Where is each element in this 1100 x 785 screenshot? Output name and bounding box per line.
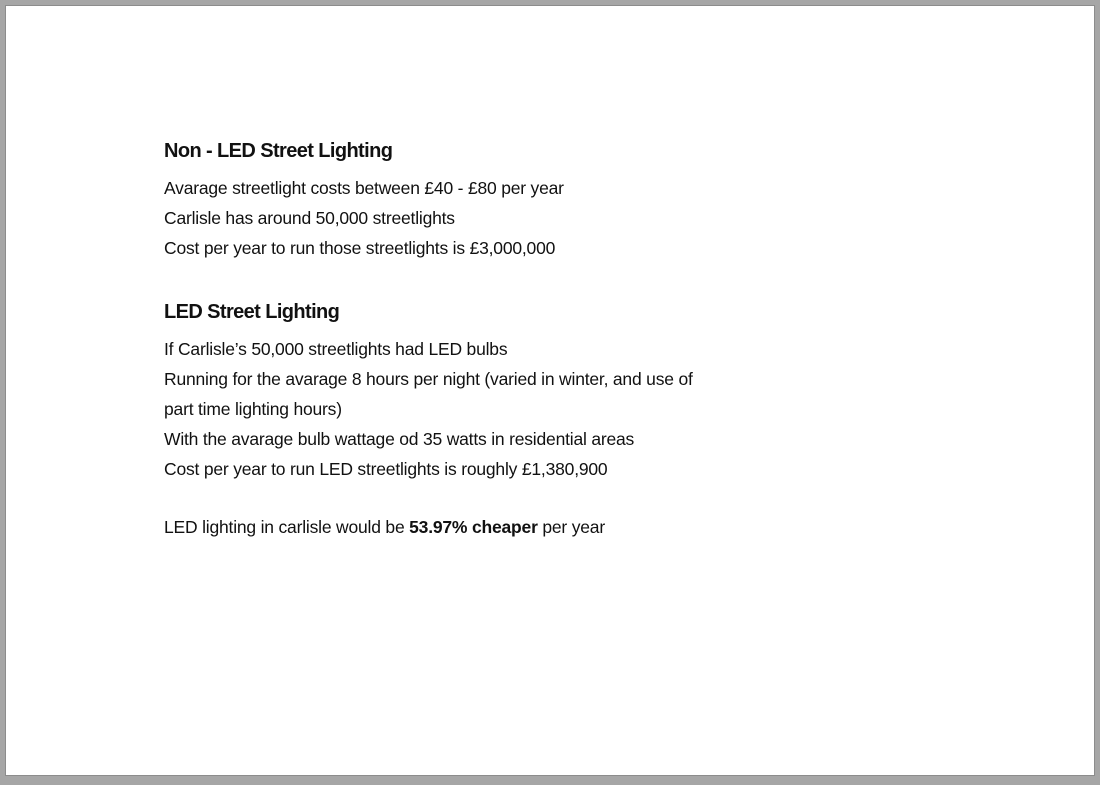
text-line: Avarage streetlight costs between £40 - £80 per year <box>164 178 564 198</box>
text-line: Running for the avarage 8 hours per night (varied in winter, and use of <box>164 369 693 389</box>
conclusion-suffix: per year <box>537 517 605 537</box>
text-line: With the avarage bulb wattage od 35 watts in residential areas <box>164 429 635 449</box>
section-heading: Non - LED Street Lighting <box>164 140 393 162</box>
conclusion-line <box>164 512 864 542</box>
conclusion-prefix: LED lighting in carlisle would be <box>164 517 410 537</box>
text-line: part time lighting hours) <box>164 399 342 419</box>
conclusion-highlight: 53.97% cheaper <box>409 517 538 537</box>
section-non-led <box>164 139 864 263</box>
text-line: Cost per year to run those streetlights is £3,000,000 <box>164 238 556 258</box>
section-heading: LED Street Lighting <box>164 301 340 323</box>
text-line: Cost per year to run LED streetlights is roughly £1,380,900 <box>164 459 608 479</box>
section-led <box>164 300 864 484</box>
text-line: If Carlisle’s 50,000 streetlights had LED bulbs <box>164 339 508 359</box>
document-page <box>5 5 1095 776</box>
text-line: Carlisle has around 50,000 streetlights <box>164 208 455 228</box>
document-content <box>164 139 864 542</box>
